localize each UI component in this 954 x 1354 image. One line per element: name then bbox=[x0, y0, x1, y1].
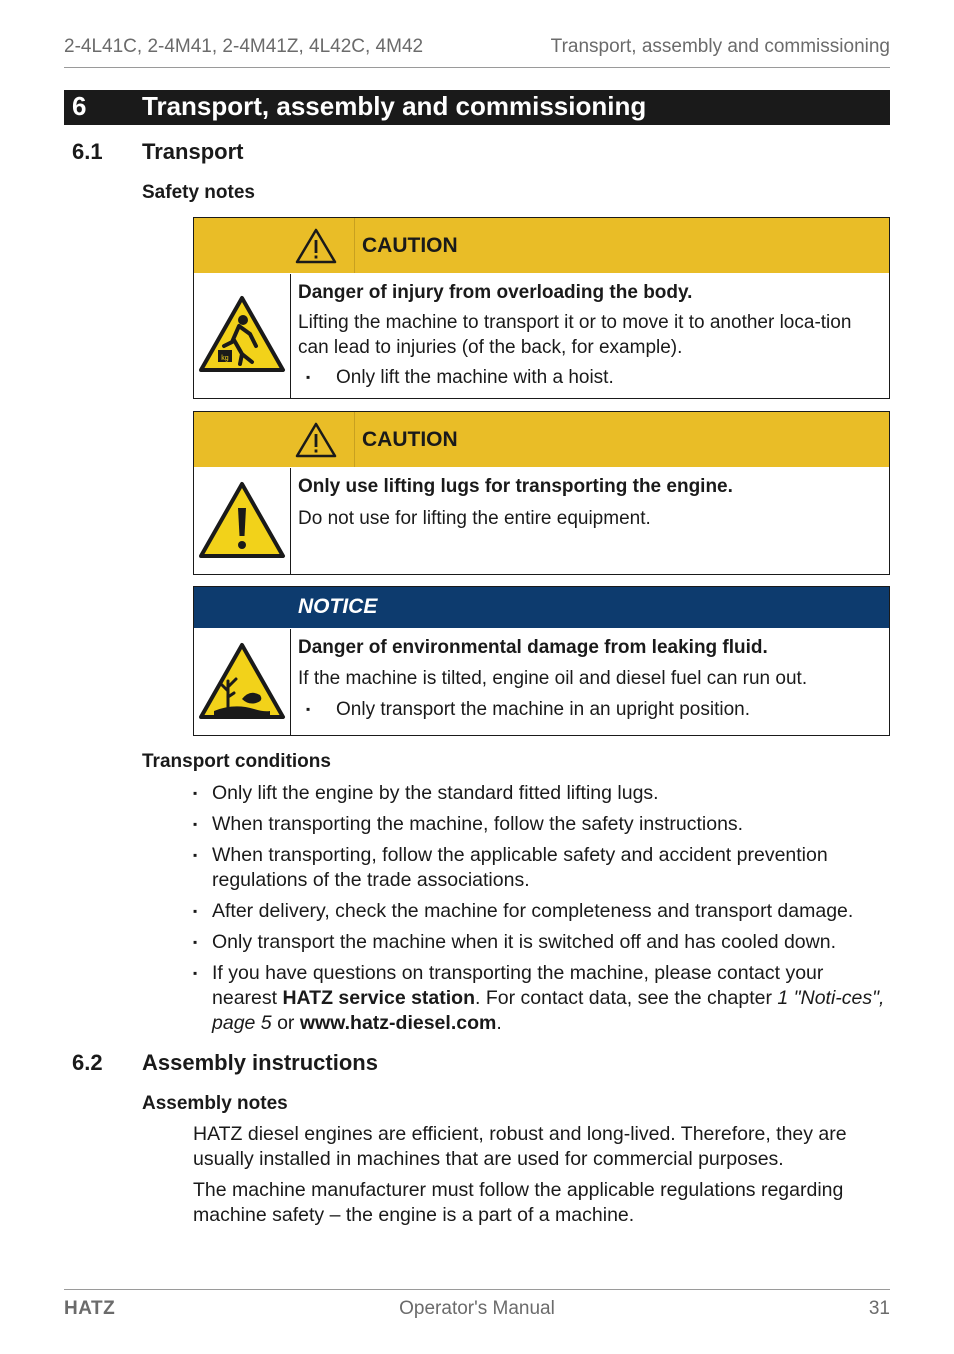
notice-bullet: ▪ Only transport the machine in an upright position. bbox=[298, 697, 878, 722]
svg-text:kg: kg bbox=[221, 355, 229, 362]
warning-triangle-icon bbox=[194, 412, 355, 467]
caution-text bbox=[298, 280, 878, 390]
caution-text bbox=[298, 474, 878, 531]
notice-band bbox=[194, 587, 889, 628]
warning-triangle-icon bbox=[194, 218, 355, 273]
notice-label: NOTICE bbox=[298, 595, 378, 618]
caution-band bbox=[194, 218, 889, 273]
notice-text bbox=[298, 635, 878, 722]
caution-label: CAUTION bbox=[362, 234, 458, 257]
subheading-safety-notes: Safety notes bbox=[142, 182, 255, 203]
chapter-heading bbox=[64, 90, 890, 125]
section-number: 6.2 bbox=[72, 1050, 103, 1075]
transport-conditions-list bbox=[193, 781, 893, 1042]
list-item-contact: ▪ If you have questions on transporting the machine, please contact your nearest HATZ service station. For contact data, see the chapter 1 "Noti-ces", page 5 or www.hatz-diesel.com. bbox=[193, 961, 893, 1036]
caution-headline: Danger of injury from overloading the body. bbox=[298, 282, 693, 303]
environment-hazard-pictogram-icon bbox=[194, 629, 291, 735]
section-title: Transport bbox=[142, 139, 244, 164]
caution-bullet: ▪ Only lift the machine with a hoist. bbox=[298, 365, 878, 390]
page-number: 31 bbox=[868, 1298, 890, 1319]
caution-headline: Only use lifting lugs for transporting the engine. bbox=[298, 476, 733, 497]
caution-band bbox=[194, 412, 889, 467]
list-item: ▪ Only transport the machine when it is switched off and has cooled down. bbox=[193, 930, 893, 955]
section-title: Assembly instructions bbox=[142, 1050, 378, 1075]
list-item: ▪ When transporting the machine, follow the safety instructions. bbox=[193, 812, 893, 837]
footer-brand-logo: HATZ bbox=[64, 1298, 116, 1319]
assembly-paragraph-1: HATZ diesel engines are efficient, robust and long-lived. Therefore, they are usually installed in machines that are used for commercial purposes. bbox=[193, 1123, 847, 1170]
notice-body: If the machine is tilted, engine oil and diesel fuel can run out. bbox=[298, 668, 808, 689]
header-models: 2-4L41C, 2-4M41, 2-4M41Z, 4L42C, 4M42 bbox=[64, 36, 424, 57]
list-item: ▪ When transporting, follow the applicable safety and accident prevention regulations of the trade associations. bbox=[193, 843, 893, 893]
list-item: ▪ After delivery, check the machine for completeness and transport damage. bbox=[193, 899, 893, 924]
caution-body: Lifting the machine to transport it or to move it to another loca-tion can lead to injuries (of the back, for example). bbox=[298, 312, 852, 358]
footer-manual-title: Operator's Manual bbox=[399, 1298, 555, 1319]
caution-box-overload bbox=[193, 217, 890, 399]
notice-box-leaking-fluid bbox=[193, 586, 890, 736]
heavy-load-pictogram-icon bbox=[194, 274, 291, 398]
list-item: ▪ Only lift the engine by the standard fitted lifting lugs. bbox=[193, 781, 893, 806]
footer-divider bbox=[64, 1289, 890, 1290]
service-station-text: HATZ service station bbox=[282, 987, 475, 1009]
chapter-reference-link[interactable]: 1 "Noti-ces", page 5 bbox=[212, 987, 885, 1034]
header-section: Transport, assembly and commissioning bbox=[550, 36, 890, 57]
header-divider bbox=[64, 67, 890, 68]
chapter-number: 6 bbox=[72, 91, 87, 121]
website-link[interactable]: www.hatz-diesel.com bbox=[299, 1012, 497, 1034]
section-number: 6.1 bbox=[72, 139, 103, 164]
subheading-assembly-notes: Assembly notes bbox=[142, 1093, 288, 1114]
subheading-transport-conditions: Transport conditions bbox=[142, 751, 331, 772]
general-warning-pictogram-icon bbox=[194, 468, 291, 574]
caution-box-lifting-lugs bbox=[193, 411, 890, 575]
assembly-paragraph-2: The machine manufacturer must follow the applicable regulations regarding machine safety – the engine is a part of a machine. bbox=[193, 1179, 844, 1226]
notice-headline: Danger of environmental damage from leaking fluid. bbox=[298, 637, 768, 658]
chapter-title: Transport, assembly and commissioning bbox=[142, 91, 647, 121]
caution-label: CAUTION bbox=[362, 428, 458, 451]
caution-body: Do not use for lifting the entire equipment. bbox=[298, 508, 651, 529]
